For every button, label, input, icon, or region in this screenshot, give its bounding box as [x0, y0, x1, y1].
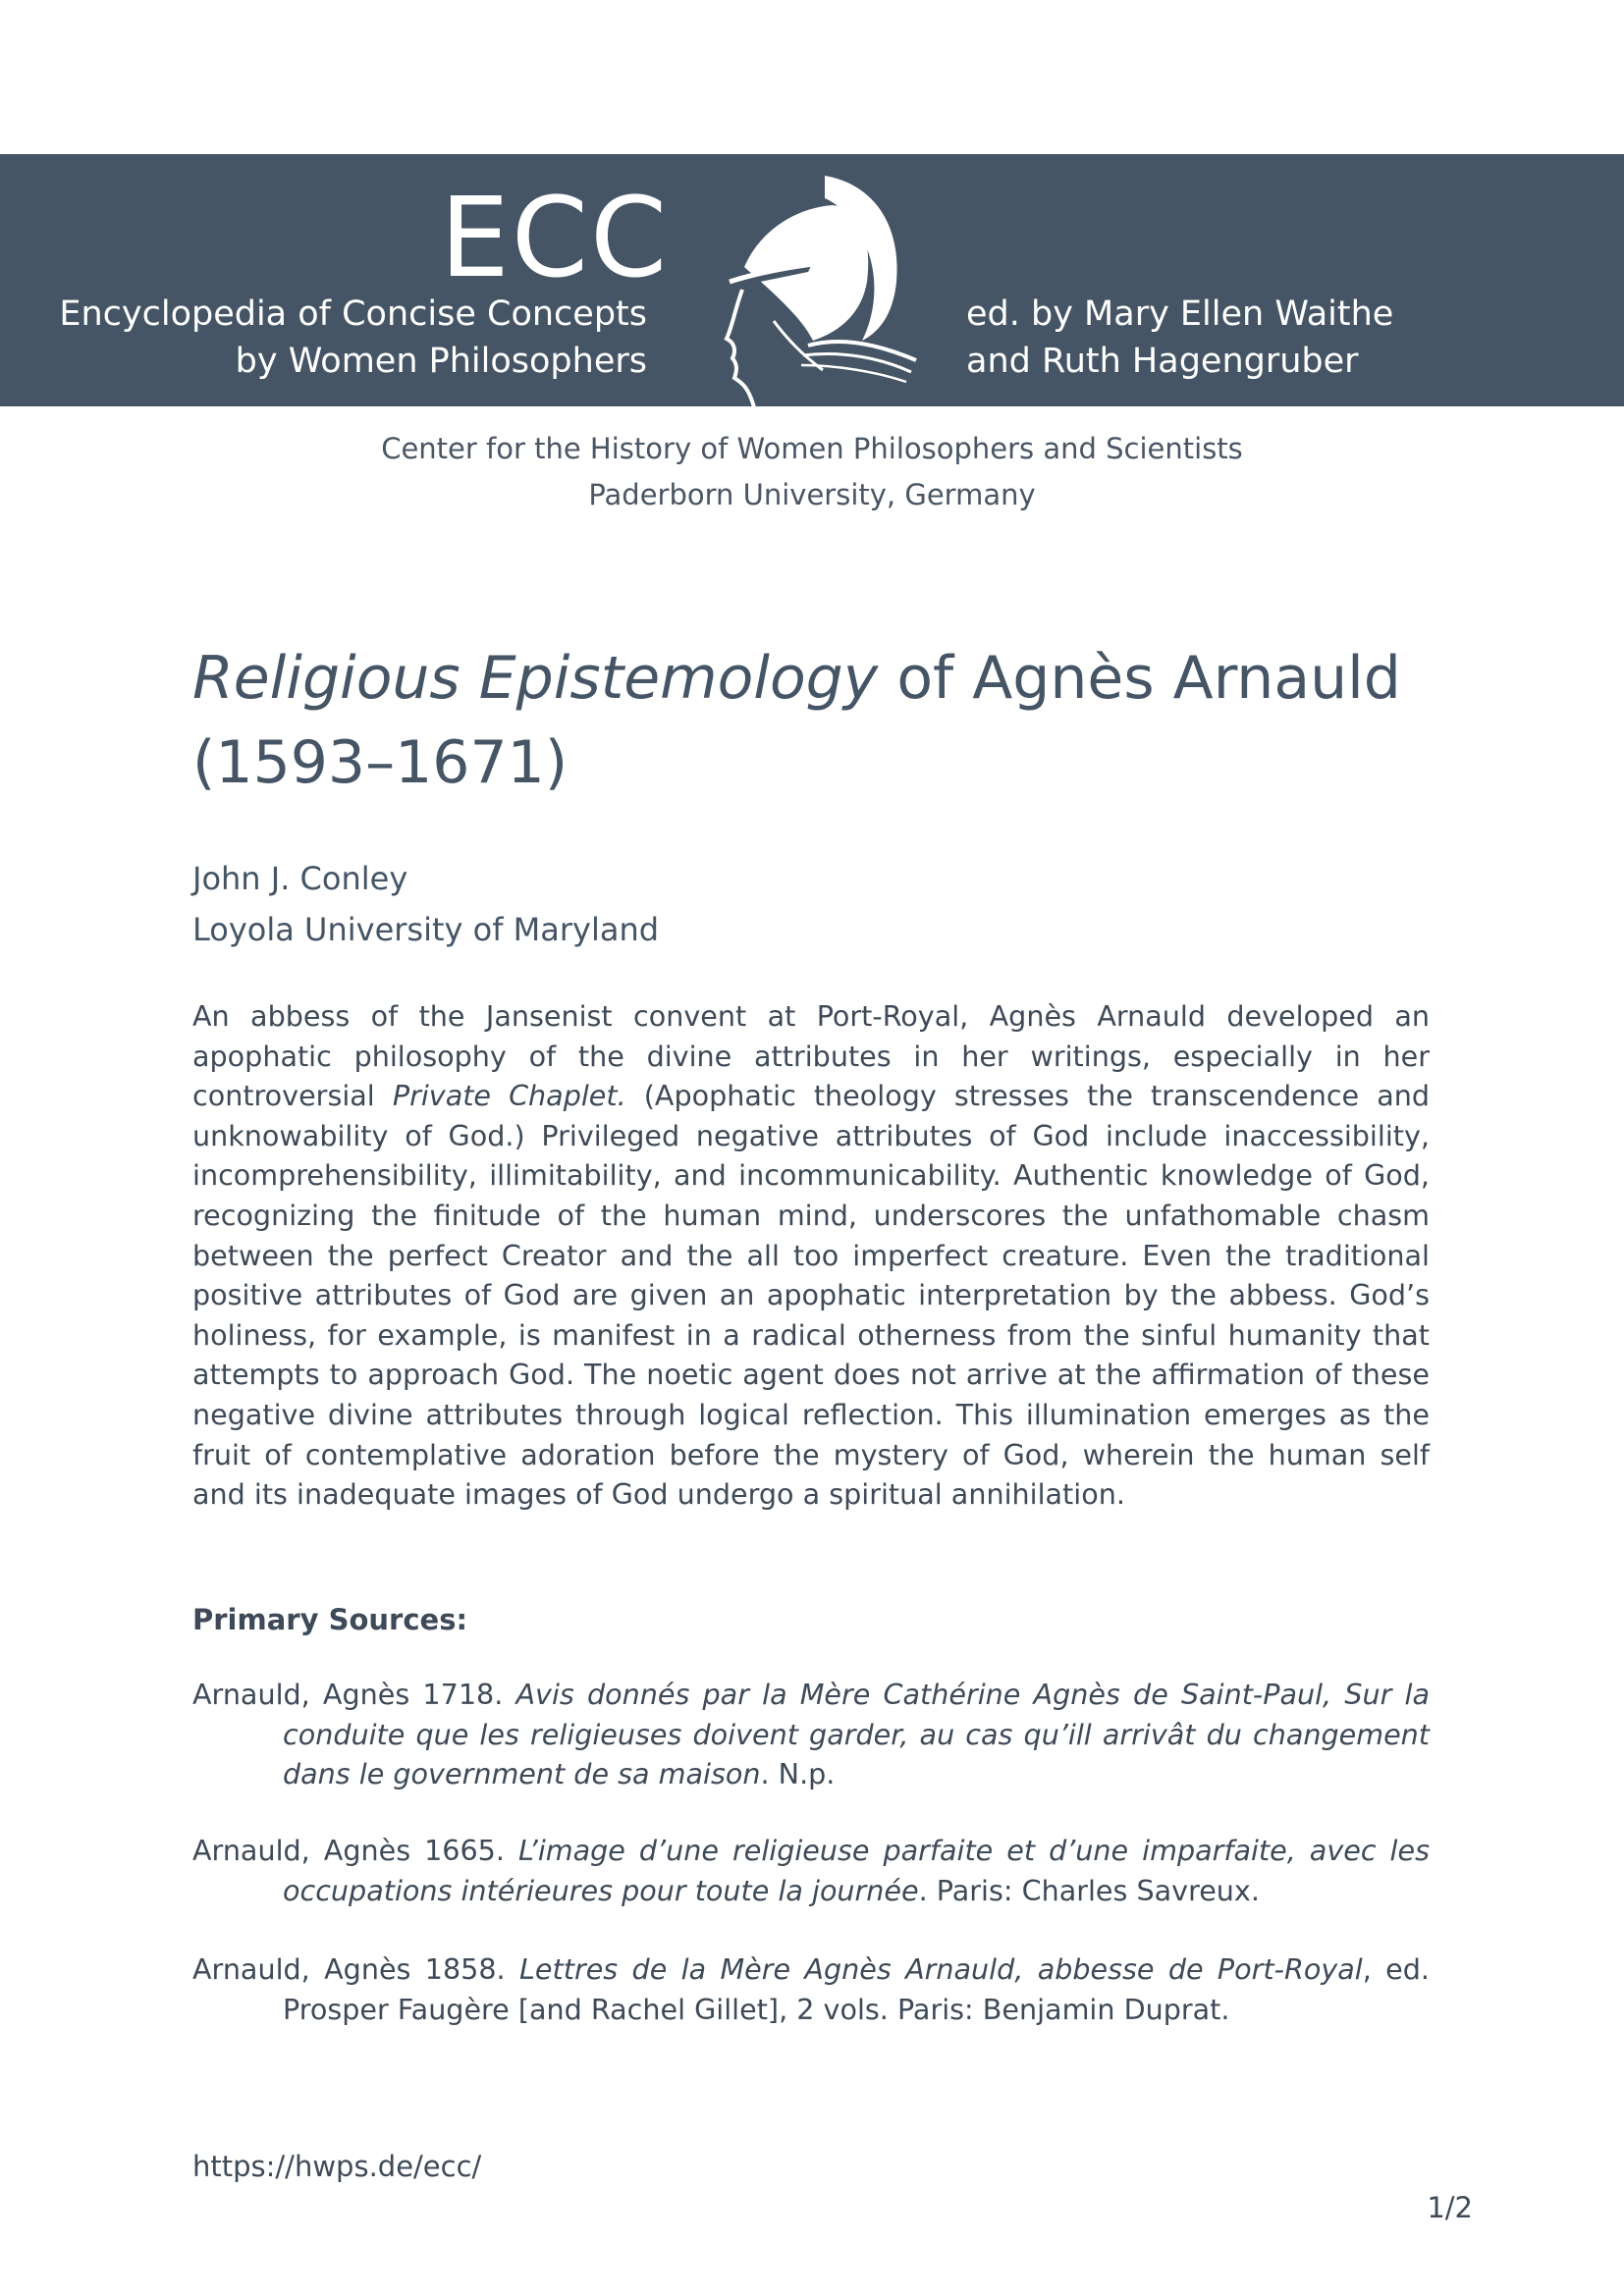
- reference-title: Avis donnés par la Mère Cathérine Agnès de Saint-Paul, Sur la conduite que les religieuses doivent garder, au cas qu’ill arrivât du changement dans le government de sa maison: [283, 1678, 1430, 1791]
- article-title-dates: (1593–1671): [192, 728, 568, 797]
- reference-tail: . Paris: Charles Savreux.: [918, 1873, 1260, 1907]
- series-title-line2: by Women Philosophers: [235, 342, 647, 381]
- article-title-italic: Religious Epistemology: [192, 644, 879, 713]
- author-affiliation: Loyola University of Maryland: [192, 911, 660, 948]
- editors-line1: ed. by Mary Ellen Waithe: [966, 294, 1394, 334]
- institution-name: Center for the History of Women Philosophers and Scientists: [381, 432, 1243, 465]
- institution-location: Paderborn University, Germany: [588, 478, 1036, 511]
- abstract-text-2: (Apophatic theology stresses the transcendence and unknowability of God.) Privileged negative attributes of God include inaccessibility, incomprehensibility, illimitability, and incommunicability. Authentic knowledge of God, recognizing the finitude of the human mind, underscores the unfathomable chasm between the perfect Creator and the all too imperfect creature. Even the traditional positive attributes of God are given an apophatic interpretation by the abbess. God’s holiness, for example, is manifest in a radical otherness from the sinful humanity that attempts to approach God. The noetic agent does not arrive at the affirmation of these negative divine attributes through logical reflection. This illumination emerges as the fruit of contemplative adoration before the mystery of God, wherein the human self and its inadequate images of God undergo a spiritual annihilation.: [192, 1079, 1430, 1512]
- ecc-logo-text: ECC: [440, 175, 670, 302]
- footer-url-link[interactable]: https://hwps.de/ecc/: [192, 2150, 482, 2183]
- article-title: [192, 636, 1469, 805]
- page-number: 1/2: [1427, 2191, 1473, 2224]
- abstract-text-1: An abbess of the Jansenist convent at Port-Royal, Agnès Arnauld developed an apophatic philosophy of the divine attributes in her writings, especially in her controversial: [192, 999, 1430, 1113]
- athena-helmet-icon: [715, 164, 921, 409]
- reference-item: [192, 1675, 1430, 1794]
- reference-title: L’image d’une religieuse parfaite et d’une imparfaite, avec les occupations intérieures pour toute la journée: [283, 1834, 1430, 1907]
- abstract-work-title: Private Chaplet.: [392, 1079, 626, 1113]
- reference-title: Lettres de la Mère Agnès Arnauld, abbesse de Port-Royal: [519, 1952, 1363, 1986]
- article-title-rest: of Agnès Arnauld: [878, 644, 1401, 713]
- reference-item: [192, 1831, 1430, 1910]
- reference-tail: , ed. Prosper Faugère [and Rachel Gillet], 2 vols. Paris: Benjamin Duprat.: [283, 1952, 1430, 2026]
- author-name: John J. Conley: [192, 860, 408, 897]
- editors-line2: and Ruth Hagengruber: [966, 342, 1359, 381]
- reference-item: [192, 1949, 1430, 2029]
- header-banner: [0, 154, 1624, 406]
- reference-lead: Arnauld, Agnès 1665.: [192, 1834, 518, 1867]
- abstract-paragraph: [192, 996, 1430, 1515]
- series-title-line1: Encyclopedia of Concise Concepts: [59, 294, 647, 334]
- reference-tail: . N.p.: [760, 1757, 836, 1791]
- reference-lead: Arnauld, Agnès 1718.: [192, 1678, 516, 1711]
- reference-lead: Arnauld, Agnès 1858.: [192, 1952, 519, 1986]
- primary-sources-heading: Primary Sources:: [192, 1603, 468, 1636]
